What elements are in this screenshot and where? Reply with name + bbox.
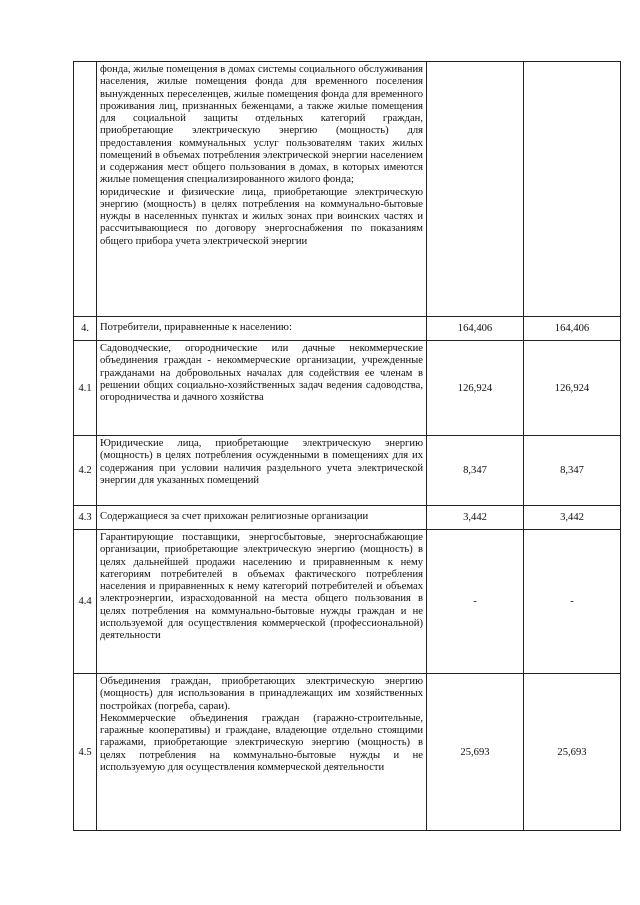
tariff-value-1 <box>427 62 524 317</box>
description-paragraph: Юридические лица, приобретающие электрическую энергию (мощность) в целях потребления осужденными в помещениях для их содержания при условии наличия раздельного учета электрической энергии для указанных помещений <box>100 438 423 486</box>
tariff-table <box>73 61 621 831</box>
tariff-value-2: - <box>524 530 621 674</box>
description-paragraph: Содержащиеся за счет прихожан религиозные организации <box>100 510 369 522</box>
row-number <box>74 62 97 317</box>
table-row <box>74 530 621 674</box>
row-description <box>97 436 427 506</box>
table-row <box>74 341 621 436</box>
tariff-value-1: 164,406 <box>427 317 524 341</box>
row-number: 4.2 <box>74 436 97 506</box>
tariff-value-2: 8,347 <box>524 436 621 506</box>
tariff-value-2: 25,693 <box>524 674 621 831</box>
description-paragraph: юридические и физические лица, приобретающие электрическую энергию (мощность) в целях потребления на коммунально-бытовые нужды в населенных пунктах и жилых зонах при воинских частях и рассчитывающиеся по договору энергоснабжения по показаниям общего прибора учета электрической энергии <box>100 186 423 247</box>
tariff-value-2: 126,924 <box>524 341 621 436</box>
row-description <box>97 674 427 831</box>
description-paragraph: Садоводческие, огороднические или дачные некоммерческие объединения граждан - некоммерческие организации, учрежденные гражданами на добровольных началах для содействия ее членам в решении общих социально-хозяйственных задач ведения садоводства, огородничества и дачного хозяйства <box>100 343 423 403</box>
table-row <box>74 674 621 831</box>
row-number: 4.3 <box>74 506 97 530</box>
row-description <box>97 317 427 341</box>
tariff-value-1: 126,924 <box>427 341 524 436</box>
row-description <box>97 62 427 317</box>
tariff-value-2: 3,442 <box>524 506 621 530</box>
tariff-value-2 <box>524 62 621 317</box>
tariff-value-1: 8,347 <box>427 436 524 506</box>
table-row <box>74 436 621 506</box>
row-number: 4.5 <box>74 674 97 831</box>
description-paragraph: Потребители, приравненные к населению: <box>100 321 292 333</box>
table-row <box>74 317 621 341</box>
row-number: 4. <box>74 317 97 341</box>
row-number: 4.1 <box>74 341 97 436</box>
tariff-value-1: 3,442 <box>427 506 524 530</box>
description-paragraph: Гарантирующие поставщики, энергосбытовые, энергоснабжающие организации, приобретающие электрическую энергию (мощность) в целях дальнейшей продажи населению и приравненным к нему категориям потребителей в объемах фактического потребления населения и приравненных к нему категорий потребителей и объемах электроэнергии, израсходованной на места общего пользования в целях потребления на коммунально-бытовые нужды граждан и не используемой для осуществления коммерческой (профессиональной) деятельности <box>100 532 423 641</box>
table-row <box>74 506 621 530</box>
description-paragraph: фонда, жилые помещения в домах системы социального обслуживания населения, жилые помещения фонда для временного поселения вынужденных переселенцев, жилые помещения фонда для временного проживания лиц, признанных беженцами, а также жилые помещения для социальной защиты отдельных категорий граждан, приобретающие электрическую энергию (мощность) для предоставления коммунальных услуг пользователям таких жилых помещений в объемах потребления электрической энергии населением и содержания мест общего пользования в домах, в которых имеются жилые помещения специализированного жилого фонда; <box>100 64 423 186</box>
tariff-value-2: 164,406 <box>524 317 621 341</box>
row-description <box>97 530 427 674</box>
row-description <box>97 506 427 530</box>
description-paragraph: Объединения граждан, приобретающих электрическую энергию (мощность) для использования в принадлежащих им хозяйственных постройках (погреба, сараи). <box>100 676 423 712</box>
tariff-value-1: - <box>427 530 524 674</box>
tariff-value-1: 25,693 <box>427 674 524 831</box>
row-number: 4.4 <box>74 530 97 674</box>
row-description <box>97 341 427 436</box>
table-row <box>74 62 621 317</box>
description-paragraph: Некоммерческие объединения граждан (гаражно-строительные, гаражные кооперативы) и граждане, владеющие отдельно стоящими гаражами, приобретающие электрическую энергию (мощность) в целях потребления на коммунально-бытовые нужды и не используемую для осуществления коммерческой деятельности <box>100 712 423 773</box>
